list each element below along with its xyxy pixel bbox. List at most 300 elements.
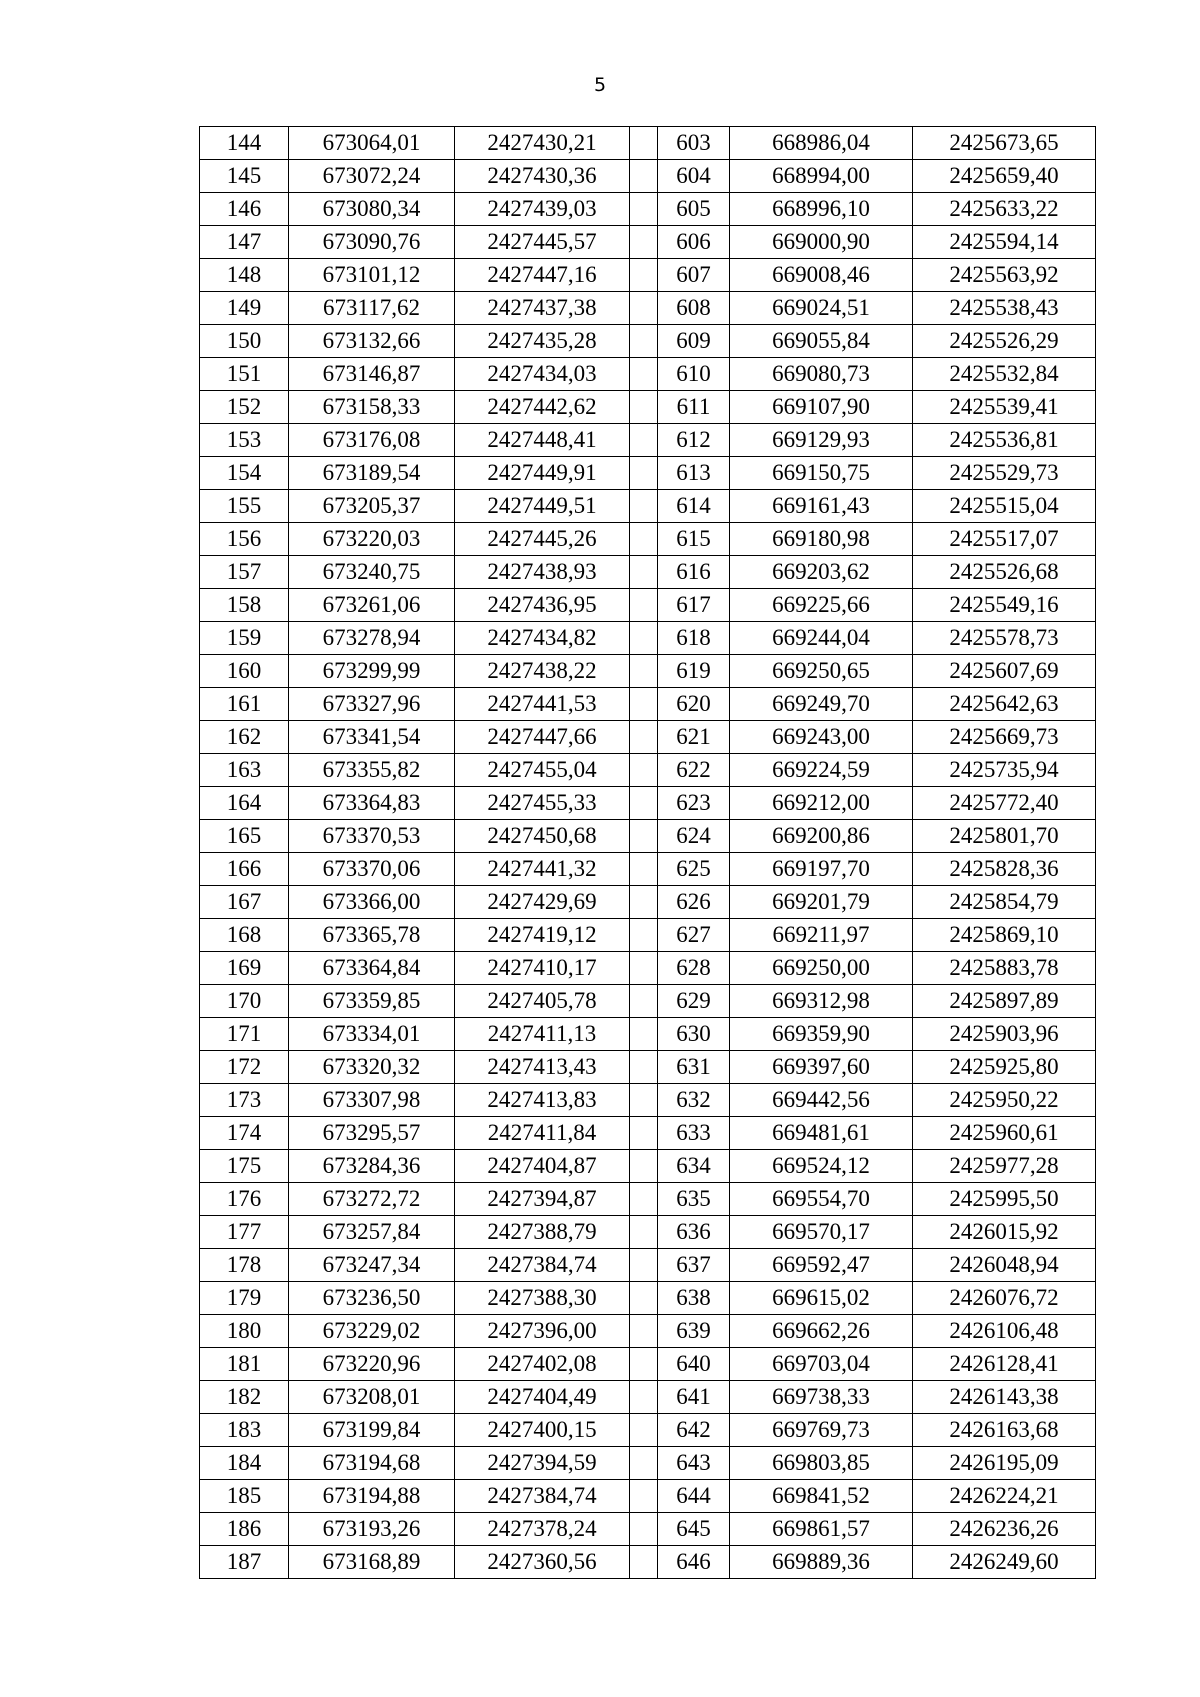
right-y-coordinate-cell: 2425549,16: [913, 589, 1096, 622]
separator-cell: [630, 523, 658, 556]
left-y-coordinate-cell: 2427441,32: [455, 853, 630, 886]
left-y-coordinate-cell: 2427404,87: [455, 1150, 630, 1183]
separator-cell: [630, 1480, 658, 1513]
left-x-coordinate-cell: 673320,32: [289, 1051, 455, 1084]
separator-cell: [630, 1282, 658, 1315]
left-x-coordinate-cell: 673208,01: [289, 1381, 455, 1414]
table-row: [200, 391, 1096, 424]
right-point-number-cell: 628: [658, 952, 730, 985]
separator-cell: [630, 919, 658, 952]
table-row: [200, 985, 1096, 1018]
left-point-number-cell: 179: [200, 1282, 289, 1315]
left-x-coordinate-cell: 673359,85: [289, 985, 455, 1018]
separator-cell: [630, 1018, 658, 1051]
table-row: [200, 160, 1096, 193]
right-point-number-cell: 618: [658, 622, 730, 655]
right-x-coordinate-cell: 668986,04: [730, 127, 913, 160]
left-x-coordinate-cell: 673158,33: [289, 391, 455, 424]
left-point-number-cell: 180: [200, 1315, 289, 1348]
left-point-number-cell: 187: [200, 1546, 289, 1579]
separator-cell: [630, 952, 658, 985]
left-point-number-cell: 144: [200, 127, 289, 160]
left-y-coordinate-cell: 2427384,74: [455, 1249, 630, 1282]
left-point-number-cell: 162: [200, 721, 289, 754]
table-row: [200, 919, 1096, 952]
left-x-coordinate-cell: 673236,50: [289, 1282, 455, 1315]
table-row: [200, 1315, 1096, 1348]
right-point-number-cell: 622: [658, 754, 730, 787]
right-point-number-cell: 617: [658, 589, 730, 622]
table-row: [200, 1018, 1096, 1051]
right-y-coordinate-cell: 2426224,21: [913, 1480, 1096, 1513]
right-x-coordinate-cell: 669397,60: [730, 1051, 913, 1084]
separator-cell: [630, 325, 658, 358]
table-row: [200, 655, 1096, 688]
left-point-number-cell: 175: [200, 1150, 289, 1183]
right-y-coordinate-cell: 2426195,09: [913, 1447, 1096, 1480]
right-point-number-cell: 634: [658, 1150, 730, 1183]
right-x-coordinate-cell: 669212,00: [730, 787, 913, 820]
right-point-number-cell: 636: [658, 1216, 730, 1249]
table-row: [200, 292, 1096, 325]
right-x-coordinate-cell: 669442,56: [730, 1084, 913, 1117]
left-x-coordinate-cell: 673194,88: [289, 1480, 455, 1513]
left-x-coordinate-cell: 673193,26: [289, 1513, 455, 1546]
right-y-coordinate-cell: 2425801,70: [913, 820, 1096, 853]
table-row: [200, 1348, 1096, 1381]
left-y-coordinate-cell: 2427410,17: [455, 952, 630, 985]
right-y-coordinate-cell: 2426236,26: [913, 1513, 1096, 1546]
left-x-coordinate-cell: 673284,36: [289, 1150, 455, 1183]
right-x-coordinate-cell: 669769,73: [730, 1414, 913, 1447]
right-y-coordinate-cell: 2425659,40: [913, 160, 1096, 193]
right-point-number-cell: 627: [658, 919, 730, 952]
right-y-coordinate-cell: 2425735,94: [913, 754, 1096, 787]
left-y-coordinate-cell: 2427442,62: [455, 391, 630, 424]
right-y-coordinate-cell: 2426015,92: [913, 1216, 1096, 1249]
left-x-coordinate-cell: 673257,84: [289, 1216, 455, 1249]
left-point-number-cell: 183: [200, 1414, 289, 1447]
left-point-number-cell: 171: [200, 1018, 289, 1051]
right-y-coordinate-cell: 2425897,89: [913, 985, 1096, 1018]
right-y-coordinate-cell: 2425869,10: [913, 919, 1096, 952]
left-y-coordinate-cell: 2427441,53: [455, 688, 630, 721]
left-y-coordinate-cell: 2427455,33: [455, 787, 630, 820]
right-x-coordinate-cell: 669481,61: [730, 1117, 913, 1150]
right-y-coordinate-cell: 2425772,40: [913, 787, 1096, 820]
left-x-coordinate-cell: 673194,68: [289, 1447, 455, 1480]
left-y-coordinate-cell: 2427411,13: [455, 1018, 630, 1051]
right-x-coordinate-cell: 669662,26: [730, 1315, 913, 1348]
table-row: [200, 193, 1096, 226]
separator-cell: [630, 1084, 658, 1117]
right-x-coordinate-cell: 669055,84: [730, 325, 913, 358]
left-y-coordinate-cell: 2427384,74: [455, 1480, 630, 1513]
table-row: [200, 523, 1096, 556]
separator-cell: [630, 1150, 658, 1183]
separator-cell: [630, 358, 658, 391]
left-point-number-cell: 184: [200, 1447, 289, 1480]
left-point-number-cell: 166: [200, 853, 289, 886]
right-y-coordinate-cell: 2425526,29: [913, 325, 1096, 358]
right-x-coordinate-cell: 669201,79: [730, 886, 913, 919]
left-x-coordinate-cell: 673364,84: [289, 952, 455, 985]
right-point-number-cell: 612: [658, 424, 730, 457]
right-point-number-cell: 624: [658, 820, 730, 853]
left-point-number-cell: 151: [200, 358, 289, 391]
right-x-coordinate-cell: 669703,04: [730, 1348, 913, 1381]
right-y-coordinate-cell: 2425960,61: [913, 1117, 1096, 1150]
right-y-coordinate-cell: 2426106,48: [913, 1315, 1096, 1348]
left-point-number-cell: 186: [200, 1513, 289, 1546]
separator-cell: [630, 1348, 658, 1381]
left-y-coordinate-cell: 2427405,78: [455, 985, 630, 1018]
right-point-number-cell: 629: [658, 985, 730, 1018]
left-point-number-cell: 148: [200, 259, 289, 292]
left-point-number-cell: 185: [200, 1480, 289, 1513]
right-x-coordinate-cell: 669211,97: [730, 919, 913, 952]
separator-cell: [630, 1216, 658, 1249]
left-point-number-cell: 145: [200, 160, 289, 193]
right-point-number-cell: 623: [658, 787, 730, 820]
table-row: [200, 952, 1096, 985]
table-row: [200, 457, 1096, 490]
right-y-coordinate-cell: 2425854,79: [913, 886, 1096, 919]
table-row: [200, 1216, 1096, 1249]
right-y-coordinate-cell: 2425526,68: [913, 556, 1096, 589]
separator-cell: [630, 1117, 658, 1150]
right-x-coordinate-cell: 669615,02: [730, 1282, 913, 1315]
separator-cell: [630, 1315, 658, 1348]
left-y-coordinate-cell: 2427394,59: [455, 1447, 630, 1480]
right-point-number-cell: 631: [658, 1051, 730, 1084]
right-y-coordinate-cell: 2426143,38: [913, 1381, 1096, 1414]
left-point-number-cell: 181: [200, 1348, 289, 1381]
left-point-number-cell: 164: [200, 787, 289, 820]
separator-cell: [630, 1513, 658, 1546]
left-point-number-cell: 158: [200, 589, 289, 622]
left-y-coordinate-cell: 2427430,36: [455, 160, 630, 193]
left-x-coordinate-cell: 673247,34: [289, 1249, 455, 1282]
right-point-number-cell: 638: [658, 1282, 730, 1315]
separator-cell: [630, 127, 658, 160]
left-point-number-cell: 173: [200, 1084, 289, 1117]
left-x-coordinate-cell: 673370,53: [289, 820, 455, 853]
right-x-coordinate-cell: 669250,65: [730, 655, 913, 688]
right-x-coordinate-cell: 669024,51: [730, 292, 913, 325]
right-point-number-cell: 641: [658, 1381, 730, 1414]
left-y-coordinate-cell: 2427437,38: [455, 292, 630, 325]
table-row: [200, 589, 1096, 622]
right-x-coordinate-cell: 669738,33: [730, 1381, 913, 1414]
separator-cell: [630, 886, 658, 919]
right-point-number-cell: 626: [658, 886, 730, 919]
table-row: [200, 1513, 1096, 1546]
right-point-number-cell: 603: [658, 127, 730, 160]
left-point-number-cell: 152: [200, 391, 289, 424]
left-x-coordinate-cell: 673355,82: [289, 754, 455, 787]
separator-cell: [630, 688, 658, 721]
table-row: [200, 226, 1096, 259]
right-x-coordinate-cell: 669861,57: [730, 1513, 913, 1546]
left-x-coordinate-cell: 673199,84: [289, 1414, 455, 1447]
left-x-coordinate-cell: 673370,06: [289, 853, 455, 886]
separator-cell: [630, 655, 658, 688]
left-x-coordinate-cell: 673064,01: [289, 127, 455, 160]
left-x-coordinate-cell: 673240,75: [289, 556, 455, 589]
right-y-coordinate-cell: 2425925,80: [913, 1051, 1096, 1084]
separator-cell: [630, 556, 658, 589]
left-x-coordinate-cell: 673220,96: [289, 1348, 455, 1381]
left-point-number-cell: 177: [200, 1216, 289, 1249]
left-x-coordinate-cell: 673080,34: [289, 193, 455, 226]
right-point-number-cell: 613: [658, 457, 730, 490]
table-row: [200, 754, 1096, 787]
right-x-coordinate-cell: 669200,86: [730, 820, 913, 853]
left-point-number-cell: 169: [200, 952, 289, 985]
left-y-coordinate-cell: 2427388,30: [455, 1282, 630, 1315]
table-row: [200, 688, 1096, 721]
left-y-coordinate-cell: 2427449,91: [455, 457, 630, 490]
left-y-coordinate-cell: 2427434,03: [455, 358, 630, 391]
table-row: [200, 886, 1096, 919]
separator-cell: [630, 457, 658, 490]
right-y-coordinate-cell: 2425594,14: [913, 226, 1096, 259]
table-row: [200, 358, 1096, 391]
left-x-coordinate-cell: 673072,24: [289, 160, 455, 193]
right-point-number-cell: 635: [658, 1183, 730, 1216]
right-x-coordinate-cell: 669243,00: [730, 721, 913, 754]
left-point-number-cell: 149: [200, 292, 289, 325]
left-x-coordinate-cell: 673176,08: [289, 424, 455, 457]
left-x-coordinate-cell: 673117,62: [289, 292, 455, 325]
right-y-coordinate-cell: 2425673,65: [913, 127, 1096, 160]
separator-cell: [630, 259, 658, 292]
table-row: [200, 1414, 1096, 1447]
right-x-coordinate-cell: 669570,17: [730, 1216, 913, 1249]
right-point-number-cell: 619: [658, 655, 730, 688]
left-y-coordinate-cell: 2427434,82: [455, 622, 630, 655]
separator-cell: [630, 1249, 658, 1282]
right-y-coordinate-cell: 2426048,94: [913, 1249, 1096, 1282]
right-x-coordinate-cell: 669000,90: [730, 226, 913, 259]
right-x-coordinate-cell: 669225,66: [730, 589, 913, 622]
separator-cell: [630, 721, 658, 754]
left-y-coordinate-cell: 2427438,93: [455, 556, 630, 589]
right-x-coordinate-cell: 669524,12: [730, 1150, 913, 1183]
left-point-number-cell: 165: [200, 820, 289, 853]
left-y-coordinate-cell: 2427413,43: [455, 1051, 630, 1084]
left-y-coordinate-cell: 2427413,83: [455, 1084, 630, 1117]
right-point-number-cell: 609: [658, 325, 730, 358]
table-row: [200, 1084, 1096, 1117]
table-row: [200, 556, 1096, 589]
separator-cell: [630, 424, 658, 457]
separator-cell: [630, 622, 658, 655]
left-y-coordinate-cell: 2427436,95: [455, 589, 630, 622]
left-point-number-cell: 160: [200, 655, 289, 688]
left-y-coordinate-cell: 2427430,21: [455, 127, 630, 160]
table-row: [200, 820, 1096, 853]
table-row: [200, 622, 1096, 655]
right-y-coordinate-cell: 2425669,73: [913, 721, 1096, 754]
right-y-coordinate-cell: 2426249,60: [913, 1546, 1096, 1579]
left-x-coordinate-cell: 673189,54: [289, 457, 455, 490]
right-y-coordinate-cell: 2425538,43: [913, 292, 1096, 325]
right-x-coordinate-cell: 668996,10: [730, 193, 913, 226]
right-y-coordinate-cell: 2425536,81: [913, 424, 1096, 457]
left-x-coordinate-cell: 673205,37: [289, 490, 455, 523]
right-y-coordinate-cell: 2425903,96: [913, 1018, 1096, 1051]
left-point-number-cell: 159: [200, 622, 289, 655]
left-x-coordinate-cell: 673090,76: [289, 226, 455, 259]
right-y-coordinate-cell: 2425950,22: [913, 1084, 1096, 1117]
right-x-coordinate-cell: 669197,70: [730, 853, 913, 886]
right-point-number-cell: 643: [658, 1447, 730, 1480]
right-y-coordinate-cell: 2426163,68: [913, 1414, 1096, 1447]
left-y-coordinate-cell: 2427404,49: [455, 1381, 630, 1414]
left-y-coordinate-cell: 2427447,66: [455, 721, 630, 754]
separator-cell: [630, 226, 658, 259]
right-x-coordinate-cell: 668994,00: [730, 160, 913, 193]
right-point-number-cell: 604: [658, 160, 730, 193]
left-y-coordinate-cell: 2427394,87: [455, 1183, 630, 1216]
left-point-number-cell: 182: [200, 1381, 289, 1414]
left-point-number-cell: 154: [200, 457, 289, 490]
right-y-coordinate-cell: 2426128,41: [913, 1348, 1096, 1381]
right-point-number-cell: 637: [658, 1249, 730, 1282]
left-x-coordinate-cell: 673168,89: [289, 1546, 455, 1579]
left-y-coordinate-cell: 2427450,68: [455, 820, 630, 853]
right-point-number-cell: 606: [658, 226, 730, 259]
left-y-coordinate-cell: 2427429,69: [455, 886, 630, 919]
right-point-number-cell: 639: [658, 1315, 730, 1348]
separator-cell: [630, 1183, 658, 1216]
right-y-coordinate-cell: 2425532,84: [913, 358, 1096, 391]
right-x-coordinate-cell: 669250,00: [730, 952, 913, 985]
left-point-number-cell: 174: [200, 1117, 289, 1150]
separator-cell: [630, 490, 658, 523]
right-point-number-cell: 621: [658, 721, 730, 754]
right-y-coordinate-cell: 2425529,73: [913, 457, 1096, 490]
left-point-number-cell: 147: [200, 226, 289, 259]
table-row: [200, 787, 1096, 820]
left-y-coordinate-cell: 2427438,22: [455, 655, 630, 688]
left-x-coordinate-cell: 673299,99: [289, 655, 455, 688]
separator-cell: [630, 1546, 658, 1579]
right-y-coordinate-cell: 2425517,07: [913, 523, 1096, 556]
right-y-coordinate-cell: 2425607,69: [913, 655, 1096, 688]
right-x-coordinate-cell: 669803,85: [730, 1447, 913, 1480]
right-x-coordinate-cell: 669150,75: [730, 457, 913, 490]
separator-cell: [630, 193, 658, 226]
left-y-coordinate-cell: 2427435,28: [455, 325, 630, 358]
left-point-number-cell: 157: [200, 556, 289, 589]
table-row: [200, 1051, 1096, 1084]
separator-cell: [630, 1381, 658, 1414]
left-x-coordinate-cell: 673146,87: [289, 358, 455, 391]
left-point-number-cell: 176: [200, 1183, 289, 1216]
right-y-coordinate-cell: 2425642,63: [913, 688, 1096, 721]
right-x-coordinate-cell: 669841,52: [730, 1480, 913, 1513]
left-y-coordinate-cell: 2427447,16: [455, 259, 630, 292]
table-row: [200, 1249, 1096, 1282]
left-x-coordinate-cell: 673220,03: [289, 523, 455, 556]
separator-cell: [630, 853, 658, 886]
right-point-number-cell: 632: [658, 1084, 730, 1117]
left-y-coordinate-cell: 2427396,00: [455, 1315, 630, 1348]
right-y-coordinate-cell: 2425578,73: [913, 622, 1096, 655]
right-point-number-cell: 611: [658, 391, 730, 424]
table-row: [200, 259, 1096, 292]
table-row: [200, 1117, 1096, 1150]
right-y-coordinate-cell: 2425883,78: [913, 952, 1096, 985]
separator-cell: [630, 985, 658, 1018]
separator-cell: [630, 1051, 658, 1084]
left-x-coordinate-cell: 673334,01: [289, 1018, 455, 1051]
right-point-number-cell: 614: [658, 490, 730, 523]
right-y-coordinate-cell: 2425563,92: [913, 259, 1096, 292]
right-x-coordinate-cell: 669161,43: [730, 490, 913, 523]
left-point-number-cell: 146: [200, 193, 289, 226]
left-x-coordinate-cell: 673365,78: [289, 919, 455, 952]
left-y-coordinate-cell: 2427445,57: [455, 226, 630, 259]
separator-cell: [630, 1447, 658, 1480]
right-y-coordinate-cell: 2425515,04: [913, 490, 1096, 523]
left-point-number-cell: 168: [200, 919, 289, 952]
left-y-coordinate-cell: 2427402,08: [455, 1348, 630, 1381]
left-point-number-cell: 170: [200, 985, 289, 1018]
left-point-number-cell: 155: [200, 490, 289, 523]
left-x-coordinate-cell: 673229,02: [289, 1315, 455, 1348]
left-x-coordinate-cell: 673327,96: [289, 688, 455, 721]
right-x-coordinate-cell: 669312,98: [730, 985, 913, 1018]
left-y-coordinate-cell: 2427411,84: [455, 1117, 630, 1150]
table-row: [200, 1183, 1096, 1216]
left-y-coordinate-cell: 2427419,12: [455, 919, 630, 952]
right-y-coordinate-cell: 2426076,72: [913, 1282, 1096, 1315]
table-row: [200, 853, 1096, 886]
separator-cell: [630, 160, 658, 193]
right-x-coordinate-cell: 669244,04: [730, 622, 913, 655]
coordinates-table-body: [200, 127, 1096, 1579]
separator-cell: [630, 754, 658, 787]
table-row: [200, 325, 1096, 358]
left-point-number-cell: 163: [200, 754, 289, 787]
right-x-coordinate-cell: 669554,70: [730, 1183, 913, 1216]
left-y-coordinate-cell: 2427445,26: [455, 523, 630, 556]
right-x-coordinate-cell: 669224,59: [730, 754, 913, 787]
left-y-coordinate-cell: 2427439,03: [455, 193, 630, 226]
right-point-number-cell: 633: [658, 1117, 730, 1150]
left-point-number-cell: 167: [200, 886, 289, 919]
right-x-coordinate-cell: 669249,70: [730, 688, 913, 721]
right-point-number-cell: 625: [658, 853, 730, 886]
right-y-coordinate-cell: 2425539,41: [913, 391, 1096, 424]
right-y-coordinate-cell: 2425977,28: [913, 1150, 1096, 1183]
right-point-number-cell: 642: [658, 1414, 730, 1447]
table-row: [200, 1447, 1096, 1480]
left-x-coordinate-cell: 673307,98: [289, 1084, 455, 1117]
right-point-number-cell: 630: [658, 1018, 730, 1051]
right-point-number-cell: 615: [658, 523, 730, 556]
table-row: [200, 721, 1096, 754]
left-point-number-cell: 153: [200, 424, 289, 457]
left-y-coordinate-cell: 2427448,41: [455, 424, 630, 457]
page-number: 5: [593, 74, 607, 96]
table-row: [200, 1480, 1096, 1513]
right-x-coordinate-cell: 669107,90: [730, 391, 913, 424]
